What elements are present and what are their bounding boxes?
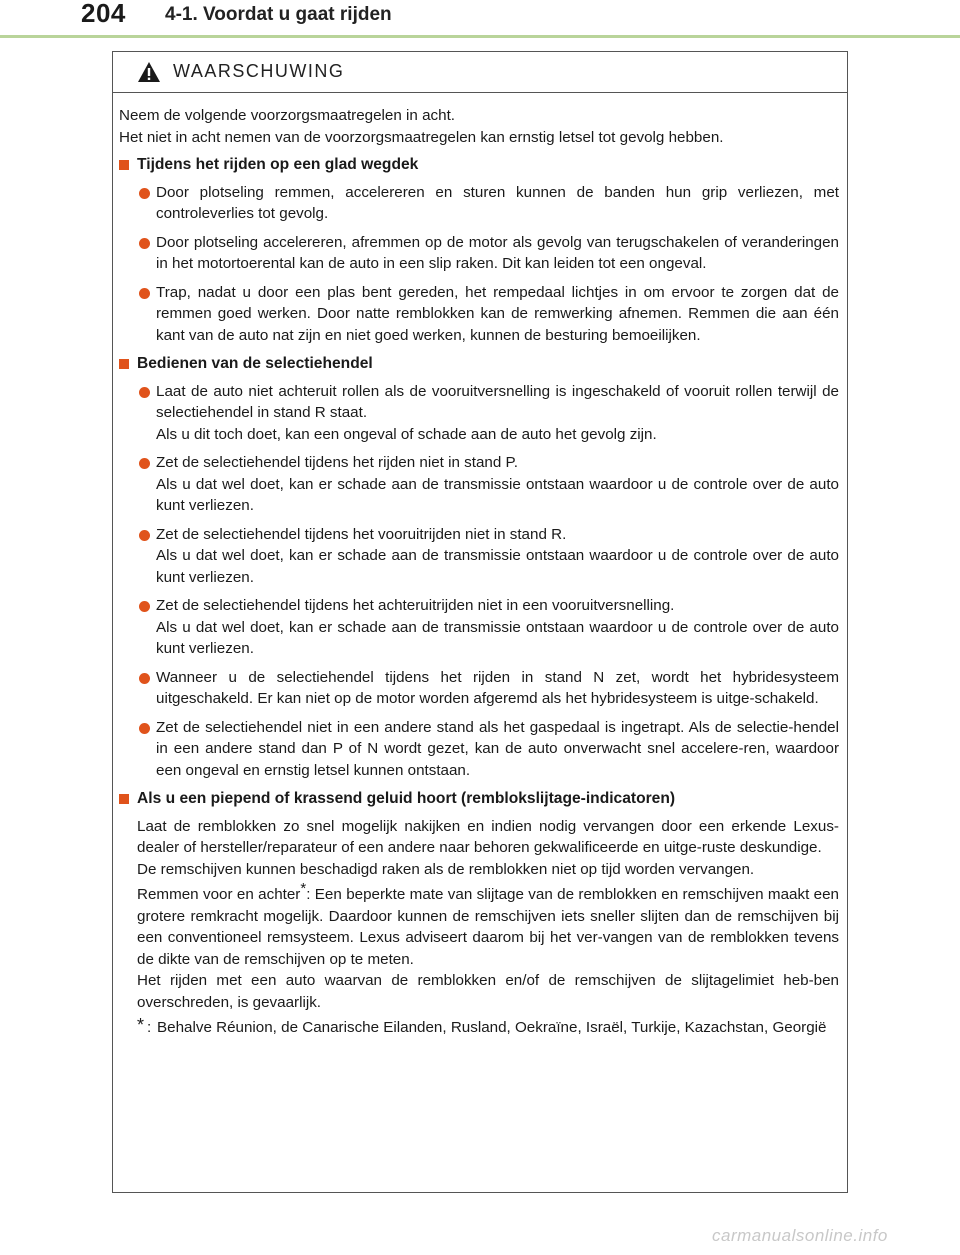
square-bullet-icon [119, 359, 129, 369]
site-watermark: carmanualsonline.info [712, 1226, 888, 1245]
brake-paragraph: De remschijven kunnen beschadigd raken als de remblokken niet op tijd worden vervangen. [137, 860, 755, 878]
section-heading-shift-lever: Bedienen van de selectiehendel [119, 353, 839, 375]
footnote-marker: * [300, 879, 307, 897]
section-heading-brake-wear: Als u een piepend of krassend geluid hoort (remblokslijtage-indicatoren) [119, 788, 839, 810]
warning-triangle-icon [137, 61, 161, 83]
bullet-item: Door plotseling remmen, accelereren en sturen kunnen de banden hun grip verliezen, met controleverlies tot gevolg. [119, 182, 839, 225]
warning-box [112, 51, 848, 1193]
footnote-star: * [137, 1015, 145, 1035]
footnote [119, 1017, 839, 1039]
brake-rear-paragraph: Remmen voor en achter*: Een beperkte mate van slijtage van de remblokken en remschijven maakt een grotere remkracht mogelijk. Daardoor kunnen de remschijven iets sneller slijten dan de remschijven bij een conventioneel remsysteem. Lexus adviseert daarom bij het ver-vangen van de remblokken tevens de dikte van de remschijven op te meten. [137, 879, 840, 968]
intro-line-2: Het niet in acht nemen van de voorzorgsmaatregelen kan ernstig letsel tot gevolg hebben. [119, 128, 724, 146]
bullet-item: Zet de selectiehendel niet in een andere stand als het gaspedaal is ingetrapt. Als de selectie-hendel in een andere stand dan P of N wordt gezet, kan de auto onverwacht snel accelere-ren, waardoor een ongeval en ernstig letsel kunnen ontstaan. [119, 717, 839, 782]
footnote-colon: : [147, 1019, 152, 1036]
bullet-item: Wanneer u de selectiehendel tijdens het rijden in stand N zet, wordt het hybridesysteem uitgeschakeld. Er kan niet op de motor worden afgeremd als het hybridesysteem is uitge-schakeld. [119, 667, 839, 710]
warning-title: WAARSCHUWING [173, 61, 345, 81]
bullet-dot-icon [139, 238, 150, 249]
bullet-dot-icon [139, 458, 150, 469]
bullet-dot-icon [139, 673, 150, 684]
footnote-text: Behalve Réunion, de Canarische Eilanden, Rusland, Oekraïne, Israël, Turkije, Kazachstan, Georgië [157, 1019, 827, 1036]
section-heading-slippery-road: Tijdens het rijden op een glad wegdek [119, 154, 839, 176]
bullet-item: Laat de auto niet achteruit rollen als de vooruitversnelling is ingeschakeld of vooruit rollen terwijl de selectiehendel in stand R staat. Als u dit toch doet, kan een ongeval of schade aan de auto het gevolg zijn. [119, 381, 839, 446]
header-rule [0, 35, 960, 38]
intro-line-1: Neem de volgende voorzorgsmaatregelen in acht. [119, 107, 456, 124]
brake-paragraph: Laat de remblokken zo snel mogelijk nakijken en indien nodig vervangen door een erkende Lexus-dealer of hersteller/reparateur of een andere naar behoren gekwalificeerde en uitge-ruste deskundige. [137, 817, 839, 856]
page-number: 204 [81, 0, 126, 28]
square-bullet-icon [119, 794, 129, 804]
bullet-item: Zet de selectiehendel tijdens het rijden niet in stand P. Als u dat wel doet, kan er schade aan de transmissie ontstaan waardoor u de controle over de auto kunt verliezen. [119, 452, 839, 517]
warning-body [113, 93, 847, 1039]
square-bullet-icon [119, 160, 129, 170]
bullet-dot-icon [139, 288, 150, 299]
page-header [0, 0, 960, 40]
section-title: 4-1. Voordat u gaat rijden [165, 4, 392, 25]
bullet-dot-icon [139, 601, 150, 612]
brake-closing: Het rijden met een auto waarvan de remblokken en/of de remschijven de slijtagelimiet heb-ben overschreden, is gevaarlijk. [137, 972, 839, 1011]
bullet-dot-icon [139, 387, 150, 398]
bullet-item: Door plotseling accelereren, afremmen op de motor als gevolg van terugschakelen of veranderingen in het motortoerental kan de auto in een slip raken. Dit kan leiden tot een ongeval. [119, 232, 839, 275]
warning-header [113, 52, 847, 93]
bullet-dot-icon [139, 723, 150, 734]
bullet-item: Zet de selectiehendel tijdens het vooruitrijden niet in stand R. Als u dat wel doet, kan er schade aan de transmissie ontstaan waardoor u de controle over de auto kunt verliezen. [119, 524, 839, 589]
bullet-item: Zet de selectiehendel tijdens het achteruitrijden niet in een vooruitversnelling. Als u dat wel doet, kan er schade aan de transmissie ontstaan waardoor u de controle over de auto kunt verliezen. [119, 595, 839, 660]
bullet-dot-icon [139, 530, 150, 541]
bullet-dot-icon [139, 188, 150, 199]
bullet-item: Trap, nadat u door een plas bent gereden, het rempedaal lichtjes in om ervoor te zorgen dat de remmen goed werken. Door natte remblokken kan de remwerking afnemen. Remmen die aan één kant van de auto nat zijn en niet goed werken, kunnen de besturing bemoeilijken. [119, 282, 839, 347]
